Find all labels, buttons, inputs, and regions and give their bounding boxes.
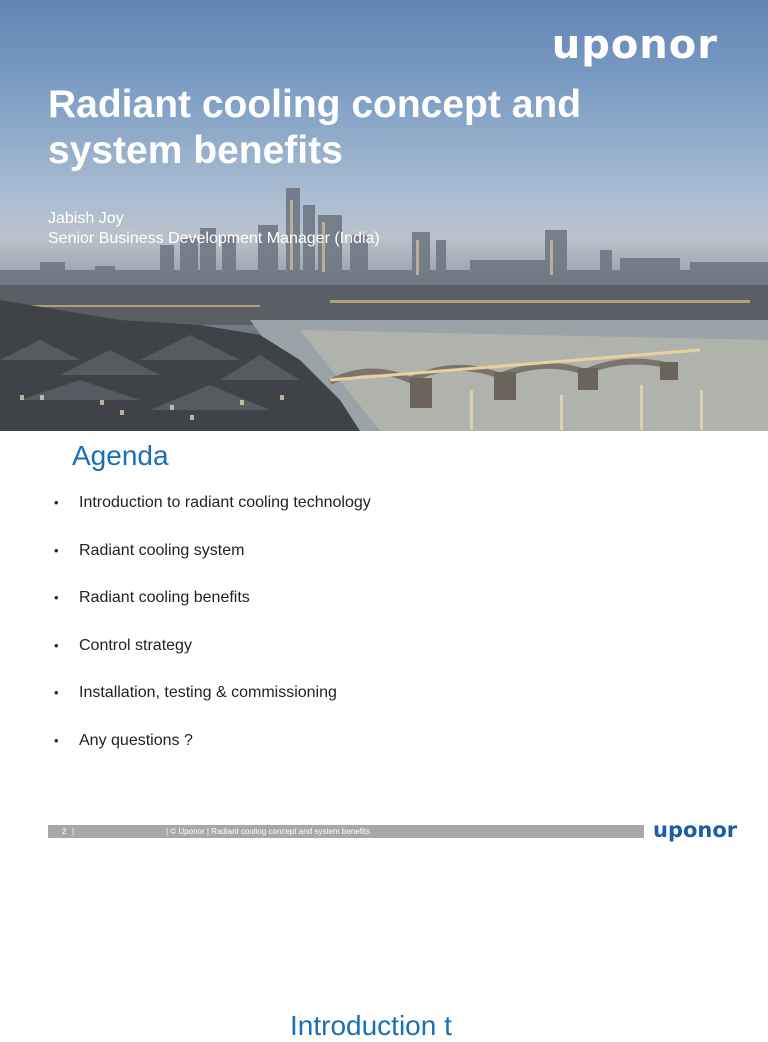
bullet-icon: •	[54, 590, 59, 605]
agenda-item	[54, 589, 371, 637]
uponor-footer-logo: uponor	[653, 818, 738, 842]
next-slide-title: Introduction t	[290, 1010, 452, 1041]
title-slide	[0, 0, 768, 431]
page-number: 2	[62, 827, 67, 836]
presenter-name: Jabish Joy	[48, 210, 124, 227]
presenter-info	[48, 209, 380, 249]
agenda-heading: Agenda	[72, 440, 169, 471]
uponor-logo: uponor	[551, 22, 718, 68]
agenda-item-text: Control strategy	[79, 636, 192, 654]
bullet-icon: •	[54, 685, 59, 700]
agenda-item-text: Introduction to radiant cooling technology	[79, 494, 371, 511]
agenda-item-text: Radiant cooling system	[79, 541, 245, 559]
agenda-item-text: Radiant cooling benefits	[79, 589, 250, 606]
agenda-item-text: Any questions ?	[79, 731, 193, 749]
footer-text: | © Uponor | Radiant cooling concept and system benefits	[166, 827, 370, 836]
presenter-role: Senior Business Development Manager (India)	[48, 230, 380, 247]
bullet-icon: •	[54, 637, 59, 653]
presentation-title: Radiant cooling concept and system benefits	[48, 83, 582, 172]
bullet-icon: •	[54, 732, 59, 748]
agenda-item	[54, 684, 371, 732]
agenda-list	[54, 494, 371, 779]
agenda-item	[54, 732, 371, 780]
slide-footer	[48, 825, 644, 838]
agenda-item	[54, 637, 371, 685]
bullet-icon: •	[54, 495, 59, 510]
agenda-item	[54, 542, 371, 590]
agenda-item	[54, 494, 371, 542]
agenda-item-text: Installation, testing & commissioning	[79, 684, 337, 701]
bullet-icon: •	[54, 542, 59, 558]
footer-separator: |	[72, 827, 75, 836]
